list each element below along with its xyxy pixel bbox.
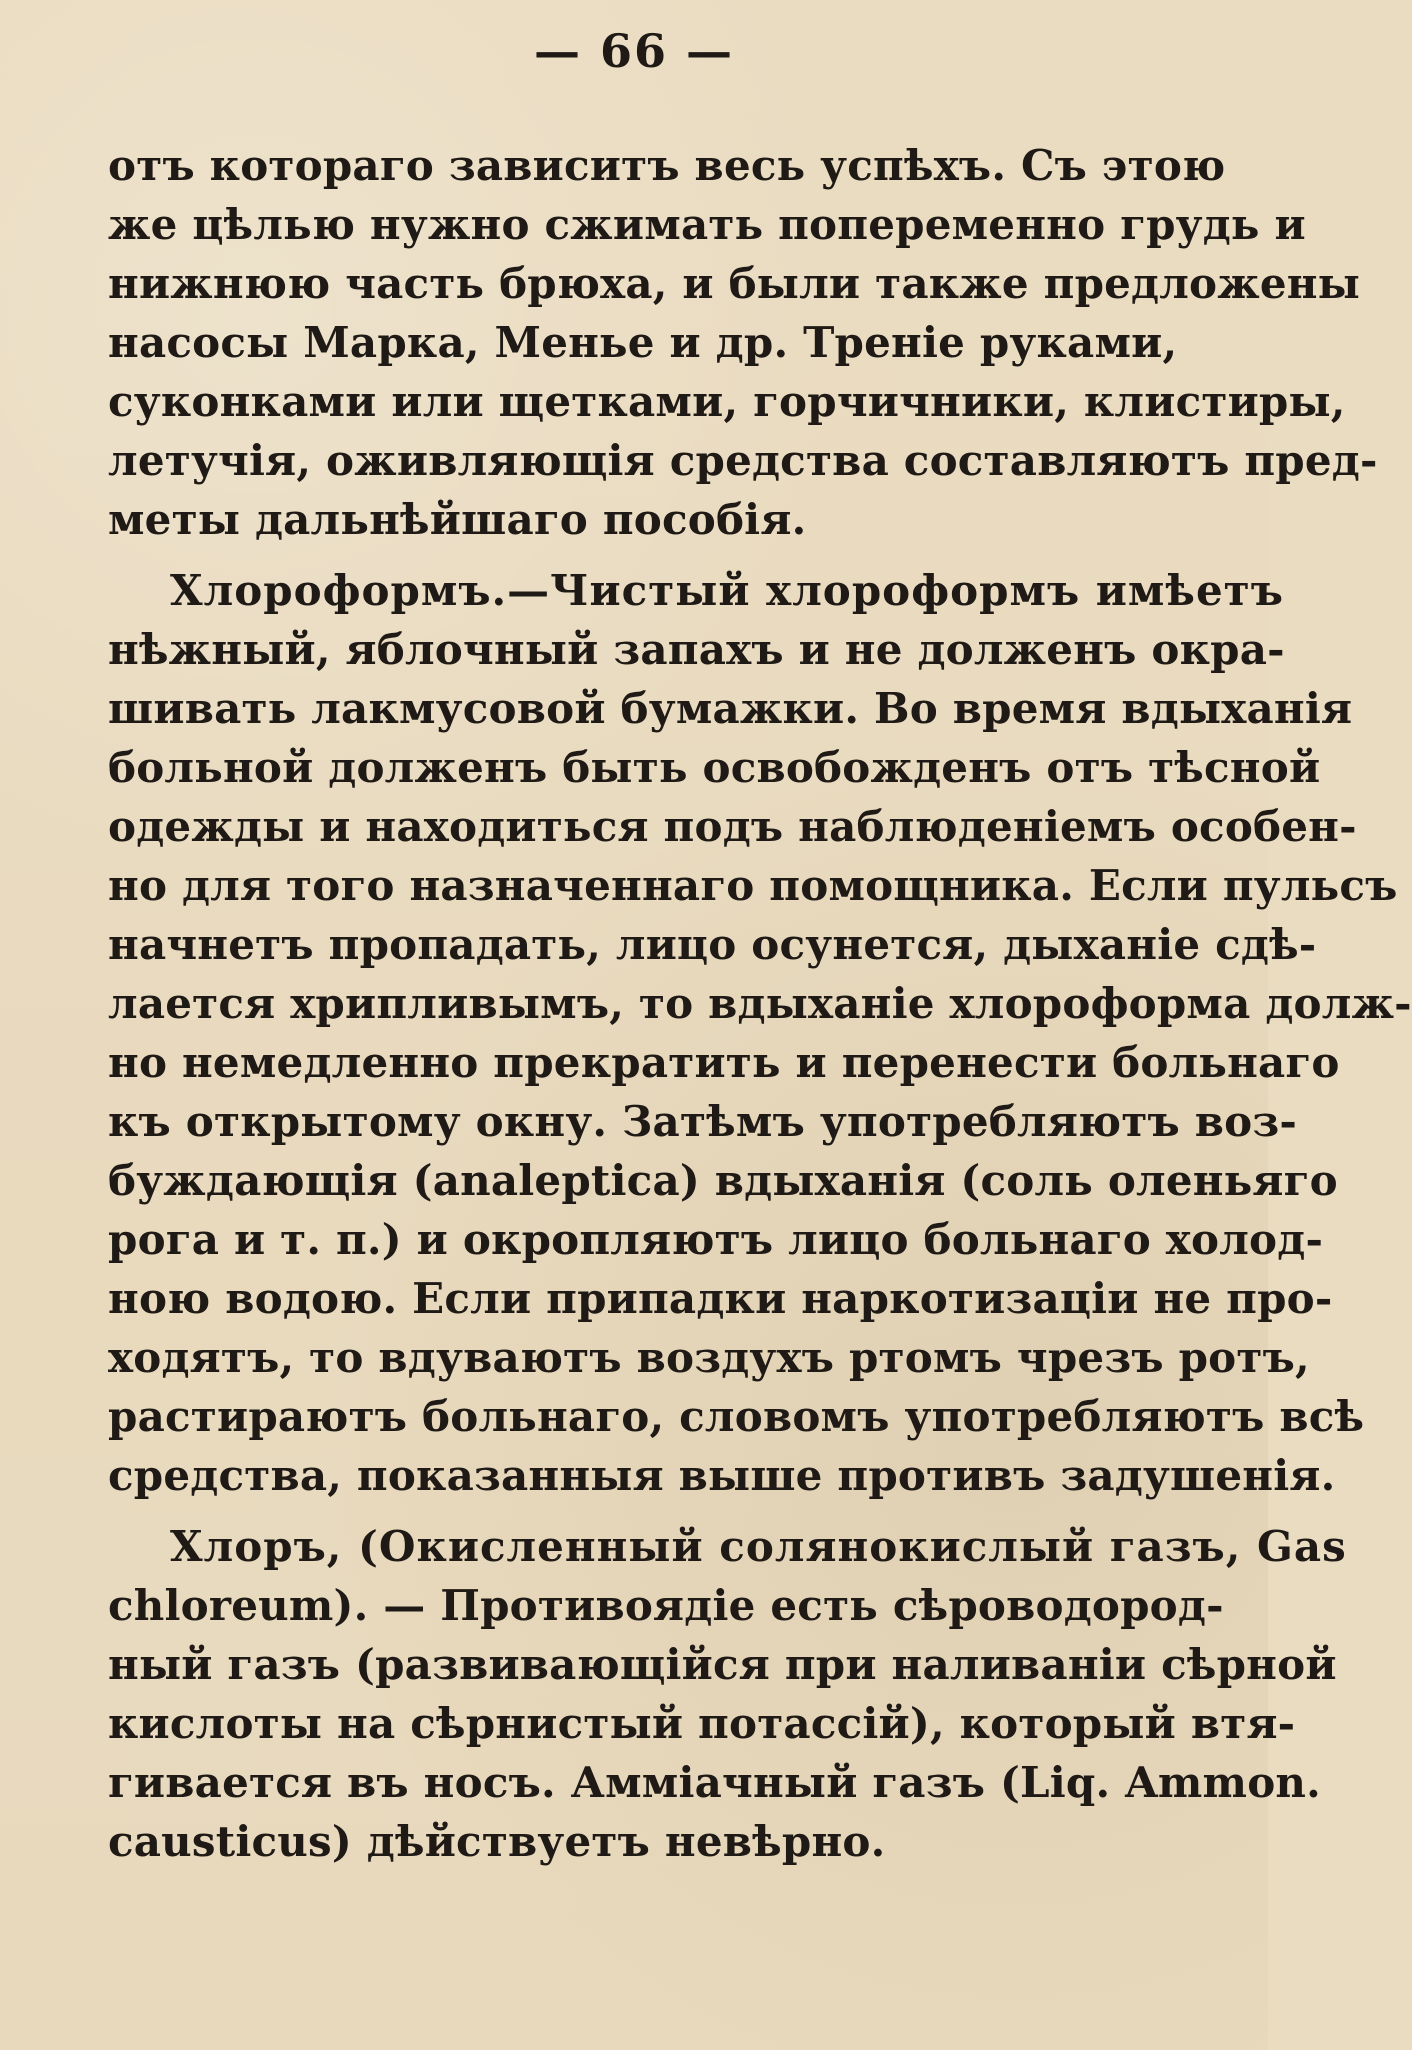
text-line: отъ котораго зависитъ весь успѣхъ. Съ этою [108,141,1226,190]
text-line: нѣжный, яблочный запахъ и не долженъ окра- [108,625,1285,674]
text-line: больной долженъ быть освобожденъ отъ тѣсной [108,743,1321,792]
paragraph-3 [108,1517,1347,1871]
text-line: гивается въ носъ. Аммiачный газъ (Liq. Ammon. [108,1758,1321,1807]
text-line: ною водою. Если припадки наркотизаціи не про- [108,1274,1333,1323]
text-line: шивать лакмусовой бумажки. Во время вдыханія [108,684,1353,733]
text-line: кислоты на сѣрнистый потассій), который втя- [108,1699,1296,1748]
text-line: chloreum). — Противоядіе есть сѣроводород- [108,1581,1224,1630]
text-line: ходятъ, то вдуваютъ воздухъ ртомъ чрезъ ротъ, [108,1333,1310,1382]
text-line: меты дальнѣйшаго пособія. [108,495,807,544]
text-line: летучія, оживляющія средства составляютъ пред- [108,436,1378,485]
paragraph-gap [108,1505,1193,1517]
text-line: къ открытому окну. Затѣмъ употребляютъ воз- [108,1097,1298,1146]
paragraph-1 [108,136,1378,549]
text-line: же цѣлью нужно сжимать попеременно грудь и [108,200,1306,249]
text-line: суконками или щетками, горчичники, клистиры, [108,377,1346,426]
text-line: начнетъ пропадать, лицо осунется, дыханіе сдѣ- [108,920,1317,969]
text-line: растираютъ больнаго, словомъ употребляютъ всѣ [108,1392,1365,1441]
page-text [108,136,1412,1871]
paragraph-2 [108,561,1412,1505]
text-line: насосы Марка, Менье и др. Треніе руками, [108,318,1178,367]
text-line: одежды и находиться подъ наблюденіемъ особен- [108,802,1357,851]
text-line: ный газъ (развивающійся при наливаніи сѣрной [108,1640,1337,1689]
text-line: но для того назначеннаго помощника. Если пульсъ [108,861,1398,910]
text-line: нижнюю часть брюха, и были также предложены [108,259,1361,308]
paragraph-gap [108,549,1193,561]
text-line: средства, показанныя выше противъ задушенія. [108,1451,1336,1500]
text-line: лается хрипливымъ, то вдыханіе хлороформа долж- [108,979,1412,1028]
section-heading-line: Хлороформъ.—Чистый хлороформъ имѣетъ [170,566,1284,615]
page-number: — 66 — [533,24,735,78]
text-line: но немедленно прекратить и перенести больнаго [108,1038,1340,1087]
text-line: causticus) дѣйствуетъ невѣрно. [108,1817,886,1866]
section-heading-line: Хлоръ, (Окисленный солянокислый газъ, Gas [170,1522,1347,1571]
text-line: буждающія (analeptica) вдыханія (соль оленьяго [108,1156,1338,1205]
text-line: рога и т. п.) и окропляютъ лицо больнаго холод- [108,1215,1324,1264]
